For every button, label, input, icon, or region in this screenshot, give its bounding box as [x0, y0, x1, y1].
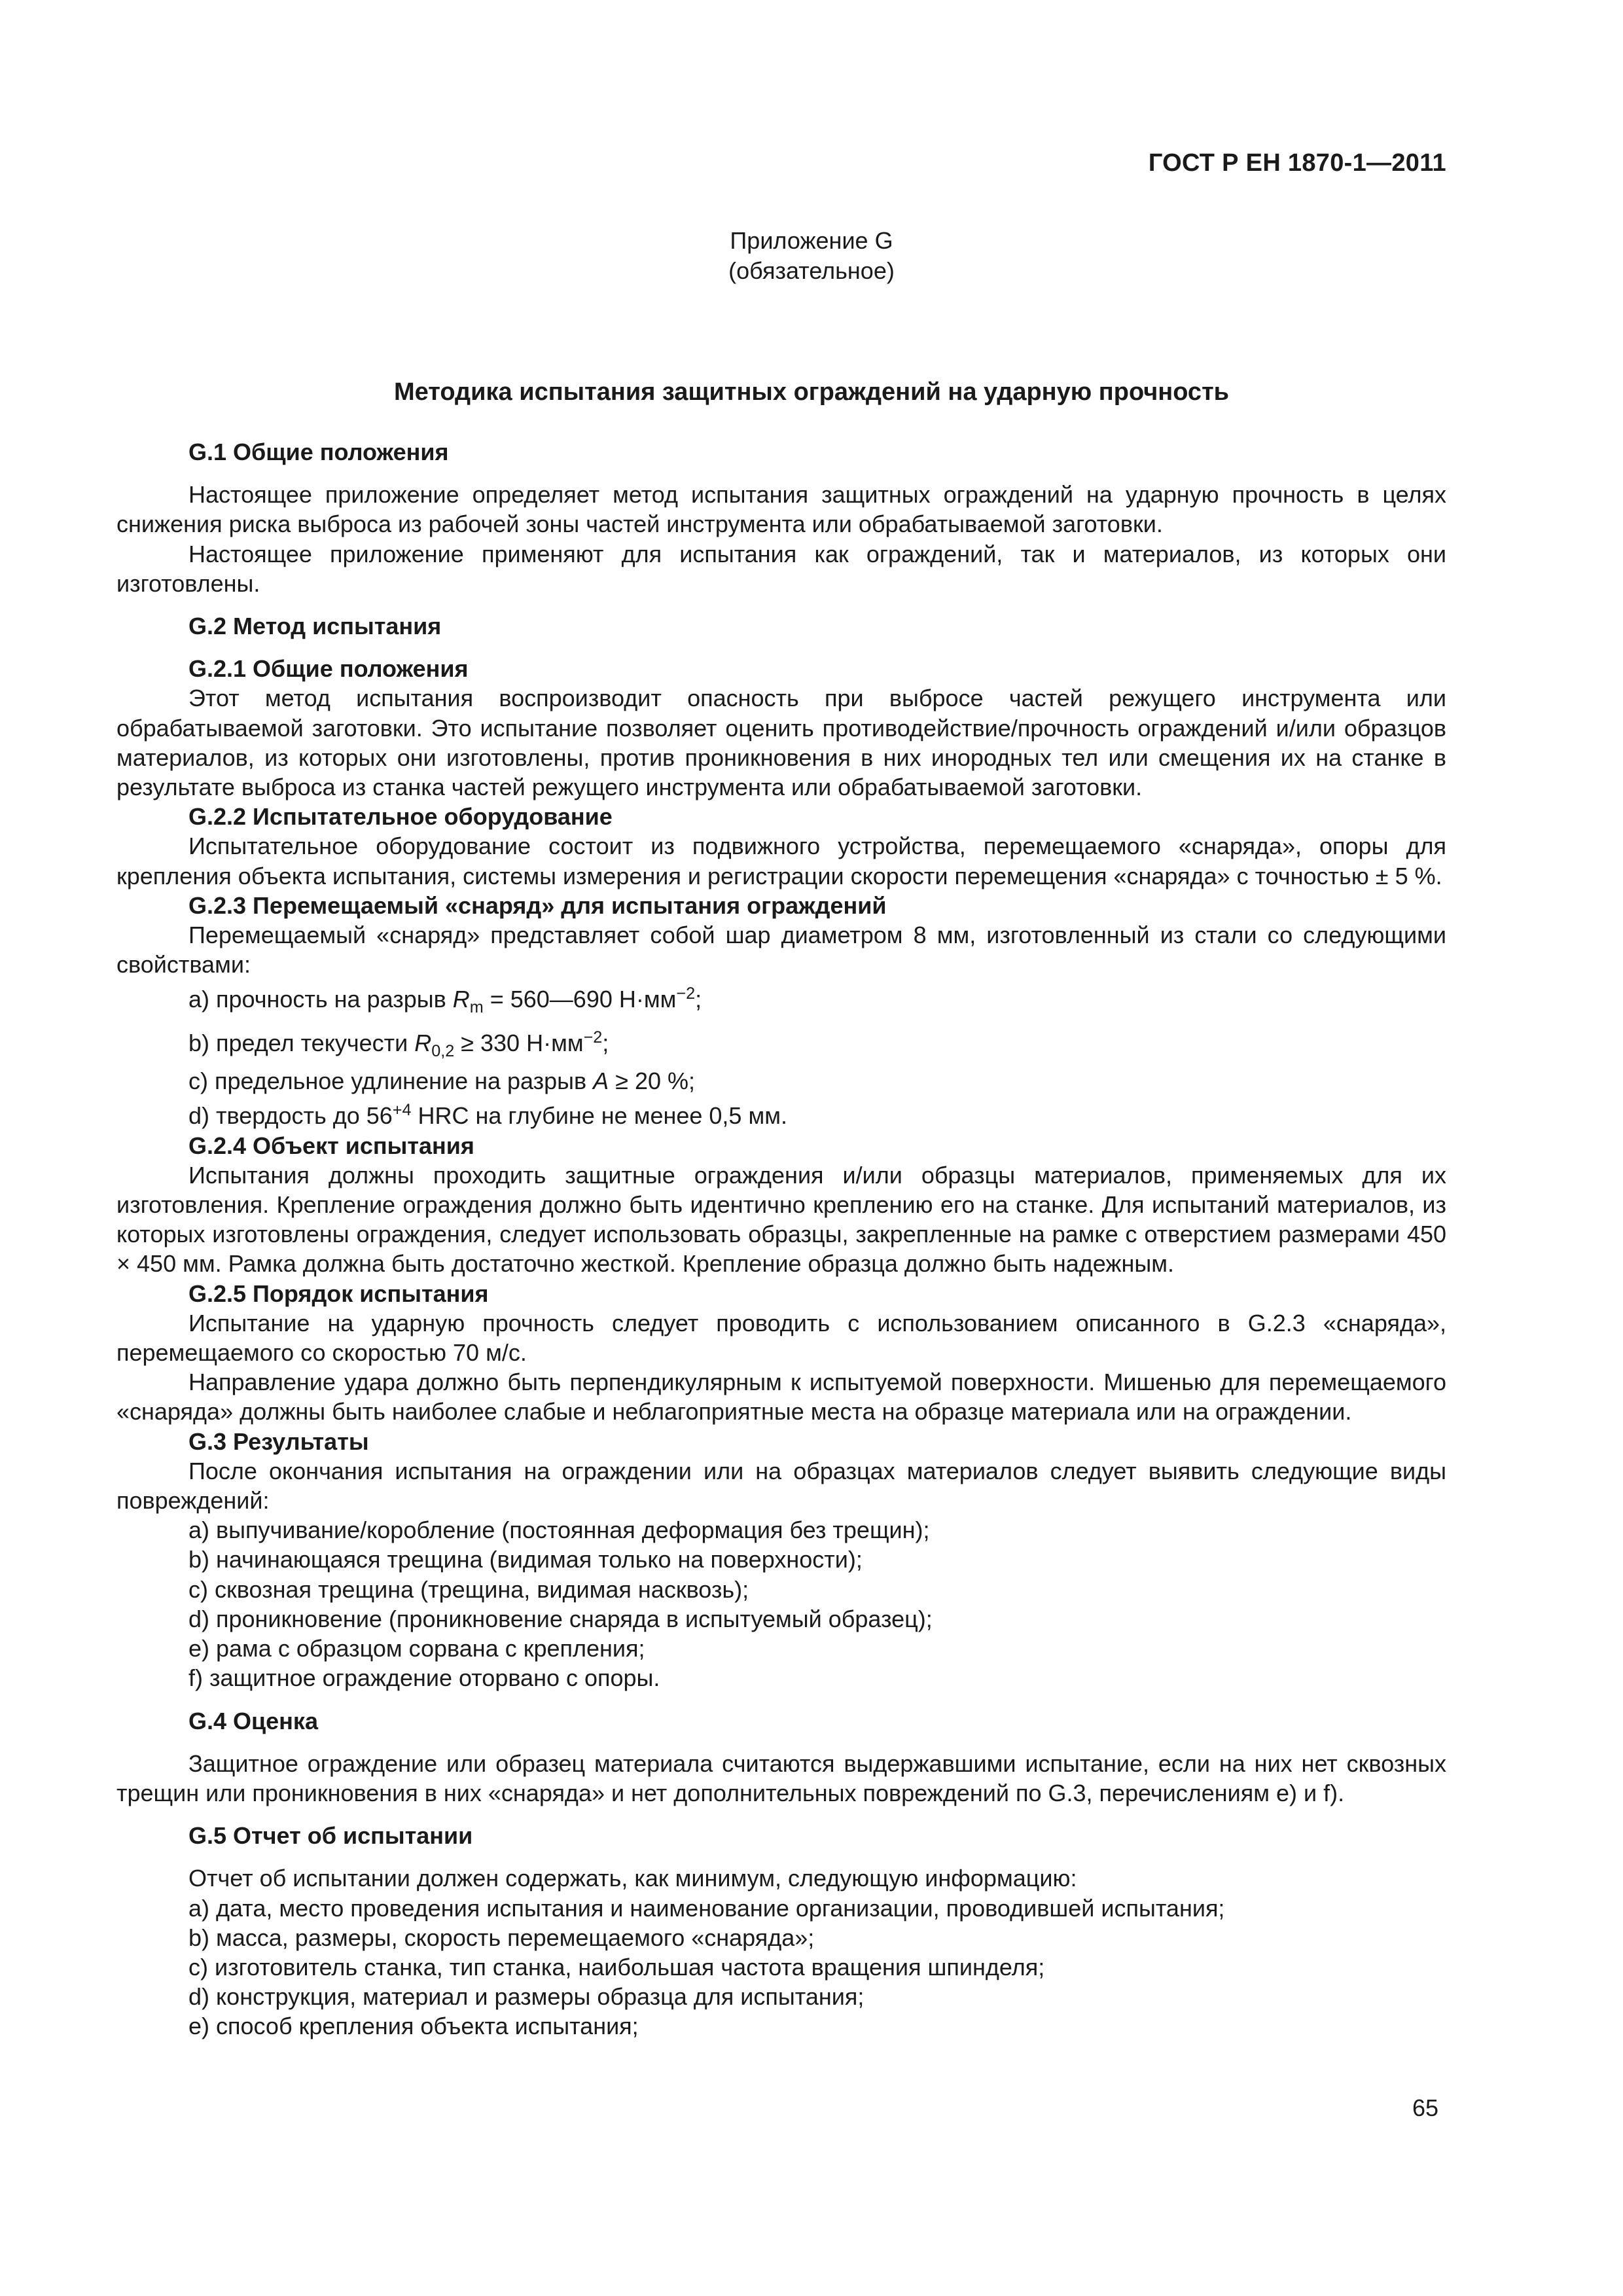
- subsection-heading-g2-5: G.2.5 Порядок испытания: [188, 1280, 489, 1307]
- list-item: d) конструкция, материал и размеры образца для испытания;: [188, 1983, 865, 2011]
- paragraph: Испытания должны проходить защитные ограждения и/или образцы материалов, применяемых для их изготовления. Крепление ограждения должно быть идентично креплению его на станке. Для испытаний материалов, из которых изготовлены ограждения, следует использовать образцы, закрепленные на рамке с отверстием размерами 450 × 450 мм. Рамка должна быть достаточно жесткой. Крепление образца должно быть надежным.: [116, 1161, 1446, 1278]
- section-heading-g1: G.1 Общие положения: [188, 439, 449, 465]
- section-heading-g3: G.3 Результаты: [188, 1427, 369, 1455]
- paragraph: Этот метод испытания воспроизводит опасность при выбросе частей режущего инструмента или обрабатываемой заготовки. Это испытание позволяет оценить противодействие/прочность ограждений и/или образцов материалов, из которых они изготовлены, против проникновения в них инородных тел или смещения их на станке в результате выброса из станка частей режущего инструмента или обрабатываемой заготовки.: [116, 685, 1446, 801]
- subsection-heading-g2-1: G.2.1 Общие положения: [188, 655, 469, 683]
- annex-label: Приложение G: [730, 227, 893, 254]
- page-number: 65: [1412, 2094, 1438, 2121]
- list-item: f) защитное ограждение оторвано с опоры.: [188, 1664, 660, 1692]
- annex-heading: [0, 226, 1623, 286]
- list-item: b) масса, размеры, скорость перемещаемого «снаряда»;: [188, 1924, 815, 1951]
- annex-status: (обязательное): [728, 257, 895, 284]
- section-heading-g5: G.5 Отчет об испытании: [188, 1822, 473, 1850]
- paragraph: Перемещаемый «снаряд» представляет собой шар диаметром 8 мм, изготовленный из стали со следующими свойствами:: [116, 922, 1446, 978]
- document-number: ГОСТ Р ЕН 1870-1—2011: [1148, 149, 1446, 177]
- list-item: d) проникновение (проникновение снаряда в испытуемый образец);: [188, 1605, 933, 1632]
- list-item: a) прочность на разрыв $R_m$ = 560—690 $Н\cdot мм^{-2}$;: [188, 984, 702, 1017]
- paragraph: Испытательное оборудование состоит из подвижного устройства, перемещаемого «снаряда», опоры для крепления объекта испытания, системы измерения и регистрации скорости перемещения «снаряда» с точностью ± 5 %.: [116, 833, 1446, 889]
- section-heading-g2: G.2 Метод испытания: [188, 613, 442, 640]
- paragraph: Направление удара должно быть перпендикулярным к испытуемой поверхности. Мишенью для перемещаемого «снаряда» должны быть наиболее слабые и неблагоприятные места на образце материала или на ограждении.: [116, 1369, 1446, 1426]
- paragraph: Защитное ограждение или образец материала считаются выдержавшими испытание, если на них нет сквозных трещин или проникновения в них «снаряда» и нет дополнительных повреждений по G.3, перечислениям e) и f).: [116, 1749, 1446, 1806]
- list-item: d) твердость до $56^{+4}$ HRC на глубине не менее 0,5 мм.: [188, 1101, 787, 1130]
- subsection-heading-g2-3: G.2.3 Перемещаемый «снаряд» для испытания ограждений: [188, 891, 887, 919]
- subsection-heading-g2-2: G.2.2 Испытательное оборудование: [188, 803, 613, 831]
- list-item: a) дата, место проведения испытания и наименование организации, проводившей испытания;: [188, 1894, 1225, 1922]
- paragraph: Настоящее приложение определяет метод испытания защитных ограждений на ударную прочность в целях снижения риска выброса из рабочей зоны частей инструмента или обрабатываемой заготовки.: [116, 481, 1446, 538]
- list-item: b) предел текучести $R_{0,2} \ge 330$ $Н\cdot мм^{-2}$;: [188, 1028, 609, 1061]
- list-item: a) выпучивание/коробление (постоянная деформация без трещин);: [188, 1516, 930, 1544]
- paragraph: После окончания испытания на ограждении или на образцах материалов следует выявить следующие виды повреждений:: [116, 1457, 1446, 1515]
- list-item: c) изготовитель станка, тип станка, наибольшая частота вращения шпинделя;: [188, 1953, 1045, 1981]
- paragraph: Испытание на ударную прочность следует проводить с использованием описанного в G.2.3 «снаряда», перемещаемого со скоростью 70 м/с.: [116, 1309, 1446, 1367]
- paragraph: Отчет об испытании должен содержать, как минимум, следующую информацию:: [188, 1865, 1077, 1892]
- list-item: c) предельное удлинение на разрыв A ≥ 20 %;: [188, 1067, 696, 1095]
- document-body: [116, 437, 1446, 2041]
- list-item: e) способ крепления объекта испытания;: [188, 2013, 639, 2040]
- subsection-heading-g2-4: G.2.4 Объект испытания: [188, 1132, 474, 1159]
- paragraph: Настоящее приложение применяют для испытания как ограждений, так и материалов, из которых они изготовлены.: [116, 540, 1446, 597]
- list-item: c) сквозная трещина (трещина, видимая насквозь);: [188, 1575, 749, 1603]
- list-item: b) начинающаяся трещина (видимая только на поверхности);: [188, 1546, 863, 1573]
- annex-title: Методика испытания защитных ограждений на ударную прочность: [393, 378, 1230, 406]
- list-item: e) рама с образцом сорвана с крепления;: [188, 1635, 645, 1662]
- section-heading-g4: G.4 Оценка: [188, 1707, 318, 1734]
